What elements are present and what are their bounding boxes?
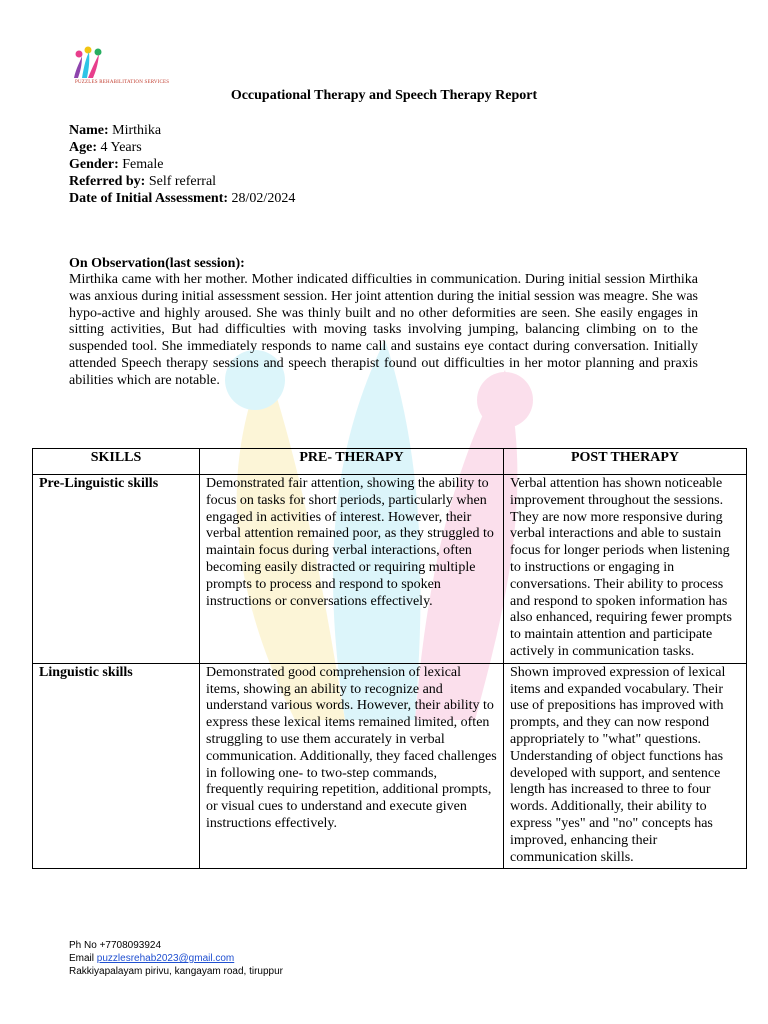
footer-email-label: Email xyxy=(69,953,95,964)
gender-value: Female xyxy=(122,157,164,172)
skill-name: Linguistic skills xyxy=(33,663,200,869)
name-row xyxy=(69,122,295,139)
post-therapy-cell: Shown improved expression of lexical items and expanded vocabulary. Their use of prepositions has improved with prompts, and they can now respond appropriately to "what" questions. Understanding of object functions has developed with support, and sentence length has increased to three to four words. Additionally, their ability to express "yes" and "no" concepts has improved, enhancing their communication skills. xyxy=(504,663,747,869)
brand-logo-text: PUZZLES REHABILITATION SERVICES xyxy=(75,80,170,85)
date-value: 28/02/2024 xyxy=(231,191,296,206)
header-pre-therapy: PRE- THERAPY xyxy=(200,449,504,475)
date-row xyxy=(69,190,295,207)
skills-table xyxy=(32,448,747,869)
skill-name: Pre-Linguistic skills xyxy=(33,475,200,664)
footer-address: Rakkiyapalayam pirivu, kangayam road, tiruppur xyxy=(69,966,283,977)
name-value: Mirthika xyxy=(112,123,162,138)
referred-label: Referred by: xyxy=(69,174,146,189)
table-header-row xyxy=(33,449,747,475)
footer-phone: Ph No +7708093924 xyxy=(69,940,162,951)
pre-therapy-cell: Demonstrated good comprehension of lexical items, showing an ability to recognize and understand various words. However, their ability to express these lexical items remained limited, often struggling to use them accurately in verbal communication. Additionally, they faced challenges in following one- to two-step commands, frequently requiring repetition, additional prompts, or visual cues to understand and execute given instructions effectively. xyxy=(200,663,504,869)
age-row xyxy=(69,139,295,156)
table-row xyxy=(33,475,747,664)
header-skills: SKILLS xyxy=(33,449,200,475)
pre-therapy-cell: Demonstrated fair attention, showing the ability to focus on tasks for short periods, particularly when engaged in activities of interest. However, their verbal attention remained poor, as they struggled to maintain focus during verbal interactions, often becoming easily distracted or requiring multiple prompts to process and respond to spoken instructions or conversations effectively. xyxy=(200,475,504,664)
referred-row xyxy=(69,173,295,190)
header-post-therapy: POST THERAPY xyxy=(504,449,747,475)
observation-heading: On Observation(last session): xyxy=(69,256,245,271)
footer-email-link[interactable]: puzzlesrehab2023@gmail.com xyxy=(96,953,235,964)
gender-row xyxy=(69,156,295,173)
observation-text: Mirthika came with her mother. Mother indicated difficulties in communication. During initial session Mirthika was anxious during initial assessment session. Her joint attention during the initial session was meagre. She was hypo-active and highly aroused. She was thinly built and no other deformities are seen. She easily engages in sitting activities, But had difficulties with moving tasks involving jumping, balancing climbing on to the suspended tool. She immediately responds to name call and sustains eye contact during conversation. Initially attended Speech therapy sessions and speech therapist found out difficulties in her motor planning and praxis abilities which are notable. xyxy=(69,272,698,388)
age-label: Age: xyxy=(69,140,97,155)
referred-value: Self referral xyxy=(148,174,217,189)
report-title: Occupational Therapy and Speech Therapy Report xyxy=(230,88,538,103)
gender-label: Gender: xyxy=(69,157,119,172)
post-therapy-cell: Verbal attention has shown noticeable improvement throughout the sessions. They are now more responsive during verbal interactions and able to sustain focus for longer periods when listening to instructions or engaging in conversations. Their ability to process and respond to spoken information has also enhanced, requiring fewer prompts to maintain attention and participate actively in communication tasks. xyxy=(504,475,747,664)
patient-info xyxy=(69,122,295,207)
footer xyxy=(69,939,283,978)
date-label: Date of Initial Assessment: xyxy=(69,191,229,206)
age-value: 4 Years xyxy=(100,140,142,155)
footer-email-row xyxy=(69,952,283,965)
table-row xyxy=(33,663,747,869)
name-label: Name: xyxy=(69,123,109,138)
